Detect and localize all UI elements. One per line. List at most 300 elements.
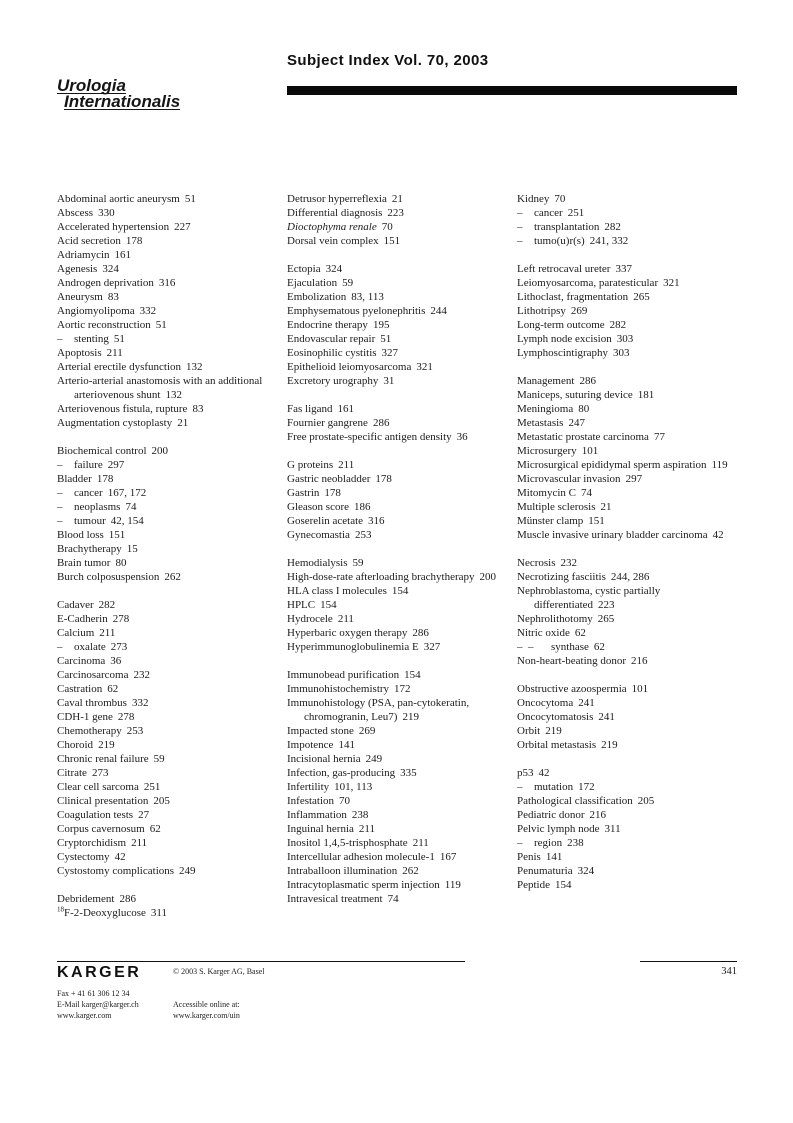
index-term: Hydrocele: [287, 613, 333, 625]
index-entry: [57, 248, 283, 262]
index-term: E-Cadherin: [57, 613, 108, 625]
index-term: Kidney: [517, 193, 550, 205]
online-access-url: www.karger.com/uin: [173, 1011, 240, 1020]
index-entry: [517, 192, 739, 206]
index-page-refs: 42: [712, 529, 724, 541]
index-term: Differential diagnosis: [287, 207, 383, 219]
index-page-refs: 244: [430, 305, 447, 317]
index-term: Calcium: [57, 627, 95, 639]
index-entry: [517, 458, 739, 472]
index-page-refs: 83: [107, 291, 119, 303]
index-entry: [57, 458, 283, 472]
index-entry: [517, 738, 739, 752]
index-term: Obstructive azoospermia: [517, 683, 627, 695]
index-page-refs: 59: [352, 557, 364, 569]
index-page-refs: 303: [613, 347, 630, 359]
index-entry: [517, 836, 739, 850]
index-entry: [287, 696, 513, 724]
index-term: Epithelioid leiomyosarcoma: [287, 361, 412, 373]
index-entry: [517, 402, 739, 416]
subentry-dash: –: [57, 487, 63, 499]
index-term: Impacted stone: [287, 725, 354, 737]
index-term: Fournier gangrene: [287, 417, 368, 429]
index-entry: [517, 766, 739, 780]
index-entry: [57, 220, 283, 234]
index-entry: [517, 234, 739, 248]
index-term: Immunohistology (PSA, pan-cytokeratin, chromogranin, Leu7): [287, 697, 470, 723]
index-entry: [57, 290, 283, 304]
index-term: failure: [74, 459, 103, 471]
index-term: Meningioma: [517, 403, 574, 415]
index-entry: [287, 794, 513, 808]
index-entry: [517, 654, 739, 668]
index-term: Coagulation tests: [57, 809, 134, 821]
index-entry: [517, 696, 739, 710]
index-entry: [287, 850, 513, 864]
subentry-dash: –: [57, 333, 63, 345]
index-term: Peptide: [517, 879, 550, 891]
index-column-3: [517, 192, 739, 892]
index-term: Chemotherapy: [57, 725, 122, 737]
index-term: transplantation: [534, 221, 600, 233]
index-entry: [287, 206, 513, 220]
index-term: Infestation: [287, 795, 335, 807]
index-term: Endocrine therapy: [287, 319, 368, 331]
index-term: oxalate: [74, 641, 106, 653]
index-term: Mitomycin C: [517, 487, 576, 499]
index-entry: [287, 640, 513, 654]
index-term: Intracytoplasmatic sperm injection: [287, 879, 440, 891]
index-term: Endovascular repair: [287, 333, 376, 345]
index-page-refs: 327: [381, 347, 399, 359]
index-page-refs: 70: [339, 795, 351, 807]
index-page-refs: 303: [616, 333, 634, 345]
index-page-refs: 15: [126, 543, 138, 555]
index-entry: [287, 668, 513, 682]
index-page-refs: 269: [570, 305, 588, 317]
index-page-refs: 219: [601, 739, 618, 751]
index-page-refs: 186: [354, 501, 371, 513]
index-page-refs: 42: [538, 767, 550, 779]
index-entry: [287, 220, 513, 234]
index-entry: [57, 556, 283, 570]
index-page-refs: 132: [165, 389, 182, 401]
index-term: Clinical presentation: [57, 795, 149, 807]
index-entry: [57, 332, 283, 346]
index-page-refs: 321: [663, 277, 680, 289]
index-term: Acid secretion: [57, 235, 121, 247]
index-entry: [57, 276, 283, 290]
index-entry: [57, 654, 283, 668]
index-page-refs: 154: [391, 585, 409, 597]
index-page-refs: 59: [153, 753, 165, 765]
subentry-dash: –: [517, 837, 523, 849]
index-entry: [287, 864, 513, 878]
index-entry: [287, 682, 513, 696]
index-page-refs: 74: [125, 501, 137, 513]
index-column-1: [57, 192, 283, 920]
index-term: Necrosis: [517, 557, 556, 569]
index-term: Corpus cavernosum: [57, 823, 145, 835]
index-entry: [57, 598, 283, 612]
index-entry: [517, 794, 739, 808]
index-term: Lymphoscintigraphy: [517, 347, 609, 359]
index-page-refs: 316: [158, 277, 176, 289]
index-page-refs: 51: [184, 193, 196, 205]
index-page-refs: 101, 113: [334, 781, 373, 793]
index-entry: [57, 808, 283, 822]
index-term: Abscess: [57, 207, 94, 219]
index-page-refs: 83: [192, 403, 204, 415]
index-page-refs: 273: [110, 641, 128, 653]
index-entry: [517, 388, 739, 402]
index-page-refs: 241, 332: [589, 235, 629, 247]
index-term: Biochemical control: [57, 445, 147, 457]
index-entry: [57, 640, 283, 654]
index-page-refs: 244, 286: [610, 571, 650, 583]
index-page-refs: 161: [337, 403, 355, 415]
index-page-refs: 216: [631, 655, 648, 667]
index-entry: [517, 584, 739, 612]
index-term: Leiomyosarcoma, paratesticular: [517, 277, 659, 289]
index-term: Impotence: [287, 739, 334, 751]
index-entry: [57, 696, 283, 710]
index-page-refs: 282: [609, 319, 627, 331]
index-term: CDH-1 gene: [57, 711, 113, 723]
index-term: synthase: [551, 641, 589, 653]
index-term: Nephroblastoma, cystic partially differentiated: [517, 585, 661, 611]
index-page-refs: 249: [365, 753, 383, 765]
index-page-refs: 297: [107, 459, 125, 471]
index-entry: [517, 640, 739, 654]
index-page-refs: 211: [106, 347, 123, 359]
index-page-refs: 132: [186, 361, 203, 373]
index-page-refs: 251: [567, 207, 585, 219]
index-page-refs: 59: [342, 277, 354, 289]
index-term: Goserelin acetate: [287, 515, 364, 527]
index-page-refs: 74: [387, 893, 399, 905]
index-term: Münster clamp: [517, 515, 584, 527]
index-page-refs: 219: [98, 739, 115, 751]
index-term: Chronic renal failure: [57, 753, 149, 765]
journal-logo-line2: Internationalis: [64, 92, 181, 111]
index-page-refs: 172: [578, 781, 595, 793]
index-page-refs: 211: [358, 823, 375, 835]
index-term: cancer: [534, 207, 563, 219]
index-entry: [287, 878, 513, 892]
index-page-refs: 251: [143, 781, 161, 793]
index-entry: [57, 822, 283, 836]
index-page-refs: 181: [637, 389, 655, 401]
index-page-refs: 101: [631, 683, 649, 695]
index-page-refs: 253: [354, 529, 372, 541]
index-page-refs: 80: [578, 403, 590, 415]
index-page-refs: 282: [98, 599, 116, 611]
publisher-email: E-Mail karger@karger.ch: [57, 1000, 139, 1009]
index-entry: [287, 612, 513, 626]
index-entry: [287, 374, 513, 388]
journal-logo: [57, 78, 180, 110]
index-term: Aneurysm: [57, 291, 103, 303]
index-page-refs: 178: [324, 487, 341, 499]
index-page-refs: 216: [589, 809, 607, 821]
index-page-refs: 324: [102, 263, 119, 275]
index-entry: [517, 332, 739, 346]
index-entry: [517, 780, 739, 794]
index-page-refs: 200: [151, 445, 168, 457]
index-page-refs: 211: [337, 613, 354, 625]
index-term: Microsurgical epididymal sperm aspiration: [517, 459, 707, 471]
index-page-refs: 278: [117, 711, 135, 723]
index-page-refs: 167: [439, 851, 457, 863]
index-entry: [287, 724, 513, 738]
index-page-refs: 249: [179, 865, 196, 877]
index-page-refs: 42, 154: [110, 515, 144, 527]
index-term: Orbital metastasis: [517, 739, 597, 751]
index-page-refs: 101: [581, 445, 599, 457]
index-page-refs: 205: [153, 795, 170, 807]
index-term: Management: [517, 375, 575, 387]
index-term: Cadaver: [57, 599, 94, 611]
index-entry: [57, 360, 283, 374]
index-entry: [287, 318, 513, 332]
index-entry: [287, 402, 513, 416]
index-term: Abdominal aortic aneurysm: [57, 193, 180, 205]
index-term: Carcinosarcoma: [57, 669, 129, 681]
index-page-refs: 223: [387, 207, 404, 219]
index-entry: [57, 724, 283, 738]
index-entry: [517, 570, 739, 584]
index-term: Left retrocaval ureter: [517, 263, 611, 275]
index-page-refs: 119: [711, 459, 728, 471]
index-page-refs: 223: [598, 599, 615, 611]
index-page-refs: 311: [150, 907, 167, 919]
index-entry: [287, 304, 513, 318]
index-term: Pathological classification: [517, 795, 633, 807]
index-term: Metastatic prostate carcinoma: [517, 431, 649, 443]
index-term: Inositol 1,4,5-trisphosphate: [287, 837, 408, 849]
index-entry: [57, 612, 283, 626]
index-term: Dioctophyma renale: [287, 221, 377, 233]
index-term: F-2-Deoxyglucose: [64, 907, 146, 919]
index-term: Necrotizing fasciitis: [517, 571, 606, 583]
index-entry: [517, 514, 739, 528]
index-entry: [517, 864, 739, 878]
index-page-refs: 273: [91, 767, 109, 779]
index-page-refs: 161: [114, 249, 132, 261]
index-entry: [517, 318, 739, 332]
index-entry: [287, 262, 513, 276]
index-entry: [57, 710, 283, 724]
publisher-website: www.karger.com: [57, 1011, 112, 1020]
index-page-refs: 167, 172: [107, 487, 147, 499]
index-term: Ejaculation: [287, 277, 338, 289]
index-page-refs: 36: [456, 431, 468, 443]
index-term: Intercellular adhesion molecule-1: [287, 851, 435, 863]
index-term: Penumaturia: [517, 865, 573, 877]
index-entry: [517, 556, 739, 570]
index-page-refs: 337: [615, 263, 632, 275]
index-term: Incisional hernia: [287, 753, 361, 765]
index-entry: [287, 486, 513, 500]
index-term: Infection, gas-producing: [287, 767, 396, 779]
index-page-refs: 141: [545, 851, 563, 863]
index-entry: [287, 458, 513, 472]
index-page-refs: 21: [177, 417, 189, 429]
index-entry: [517, 528, 739, 542]
index-page-refs: 278: [112, 613, 130, 625]
index-term: Long-term outcome: [517, 319, 605, 331]
index-entry: [517, 710, 739, 724]
index-entry: [517, 276, 739, 290]
index-entry: [57, 486, 283, 500]
index-term: Debridement: [57, 893, 115, 905]
index-page-refs: 219: [402, 711, 419, 723]
index-page-refs: 262: [402, 865, 419, 877]
index-page-refs: 178: [125, 235, 143, 247]
index-term: neoplasms: [74, 501, 121, 513]
index-term: Penis: [517, 851, 541, 863]
index-entry: [57, 262, 283, 276]
index-entry: [517, 626, 739, 640]
index-entry: [57, 528, 283, 542]
index-term: Intraballoon illumination: [287, 865, 398, 877]
index-page-refs: 51: [113, 333, 125, 345]
index-entry: [517, 472, 739, 486]
index-term: Castration: [57, 683, 103, 695]
index-entry: [57, 780, 283, 794]
index-entry: [57, 836, 283, 850]
index-page-refs: 62: [149, 823, 161, 835]
index-term: tumour: [74, 515, 106, 527]
index-entry: [287, 892, 513, 906]
index-page-refs: 74: [580, 487, 592, 499]
title-rule-bar: [287, 86, 737, 95]
index-page-refs: 332: [139, 305, 157, 317]
index-page-refs: 330: [98, 207, 115, 219]
index-entry: [287, 360, 513, 374]
index-entry: [287, 556, 513, 570]
index-entry: [287, 276, 513, 290]
index-entry: [517, 444, 739, 458]
index-term: Gastric neobladder: [287, 473, 371, 485]
index-page-refs: 241: [598, 711, 615, 723]
index-entry: [287, 836, 513, 850]
index-entry: [287, 528, 513, 542]
index-term: Inflammation: [287, 809, 347, 821]
index-term: Brain tumor: [57, 557, 111, 569]
index-entry: [287, 752, 513, 766]
index-entry: [517, 416, 739, 430]
index-term: Intravesical treatment: [287, 893, 383, 905]
index-page-refs: 119: [444, 879, 461, 891]
index-entry: [517, 206, 739, 220]
index-entry: [287, 626, 513, 640]
index-page-refs: 311: [604, 823, 621, 835]
index-term: Pediatric donor: [517, 809, 585, 821]
subentry-dash: –: [57, 459, 63, 471]
index-page-refs: 42: [114, 851, 126, 863]
index-page-refs: 335: [400, 767, 417, 779]
index-page-refs: 178: [96, 473, 114, 485]
index-entry: [287, 290, 513, 304]
page-title: Subject Index Vol. 70, 2003: [287, 52, 489, 69]
index-page-refs: 200: [479, 571, 497, 583]
index-page-refs: 211: [99, 627, 116, 639]
index-page-refs: 21: [600, 501, 612, 513]
index-page-refs: 83, 113: [351, 291, 384, 303]
index-page-refs: 27: [138, 809, 150, 821]
index-entry: [517, 612, 739, 626]
index-page-refs: 21: [391, 193, 403, 205]
index-page-refs: 238: [567, 837, 584, 849]
index-term: Cystectomy: [57, 851, 110, 863]
index-page-refs: 321: [416, 361, 433, 373]
index-term: Bladder: [57, 473, 92, 485]
index-page-refs: 31: [383, 375, 395, 387]
index-term: Lithoclast, fragmentation: [517, 291, 629, 303]
index-page-refs: 154: [320, 599, 337, 611]
index-term: Inguinal hernia: [287, 823, 354, 835]
index-term: Multiple sclerosis: [517, 501, 596, 513]
index-term: Gynecomastia: [287, 529, 350, 541]
index-entry: [517, 724, 739, 738]
index-page-refs: 178: [375, 473, 392, 485]
subentry-dash: –: [517, 207, 523, 219]
index-term: Immunohistochemistry: [287, 683, 390, 695]
index-page-refs: 62: [107, 683, 119, 695]
index-term: Adriamycin: [57, 249, 110, 261]
index-page-refs: 316: [368, 515, 385, 527]
index-entry: [287, 598, 513, 612]
index-page-refs: 51: [380, 333, 392, 345]
index-entry: [287, 822, 513, 836]
index-term: Choroid: [57, 739, 94, 751]
index-entry: [517, 808, 739, 822]
index-term: Angiomyolipoma: [57, 305, 135, 317]
index-entry: [57, 346, 283, 360]
index-page-refs: 80: [115, 557, 127, 569]
index-term: Metastasis: [517, 417, 564, 429]
index-term: Androgen deprivation: [57, 277, 154, 289]
index-page-refs: 195: [372, 319, 390, 331]
index-page-refs: 265: [633, 291, 650, 303]
index-page-refs: 211: [412, 837, 429, 849]
index-term: Microvascular invasion: [517, 473, 621, 485]
online-access-label: Accessible online at:: [173, 1000, 240, 1009]
index-term: Augmentation cystoplasty: [57, 417, 173, 429]
footer-rule-left: [57, 961, 465, 962]
index-entry: [57, 444, 283, 458]
index-page-refs: 327: [423, 641, 441, 653]
index-entry: [57, 500, 283, 514]
index-term: Carcinoma: [57, 655, 106, 667]
index-term: Microsurgery: [517, 445, 577, 457]
index-entry: [57, 668, 283, 682]
index-entry: [287, 430, 513, 444]
index-term: stenting: [74, 333, 109, 345]
index-term: Brachytherapy: [57, 543, 122, 555]
index-term: region: [534, 837, 563, 849]
index-term: Clear cell sarcoma: [57, 781, 139, 793]
index-page-refs: 211: [131, 837, 148, 849]
index-page-refs: 232: [133, 669, 150, 681]
index-entry: [57, 514, 283, 528]
index-entry: [57, 570, 283, 584]
index-term: Embolization: [287, 291, 347, 303]
index-entry: [287, 584, 513, 598]
subentry-dash: –: [57, 501, 63, 513]
